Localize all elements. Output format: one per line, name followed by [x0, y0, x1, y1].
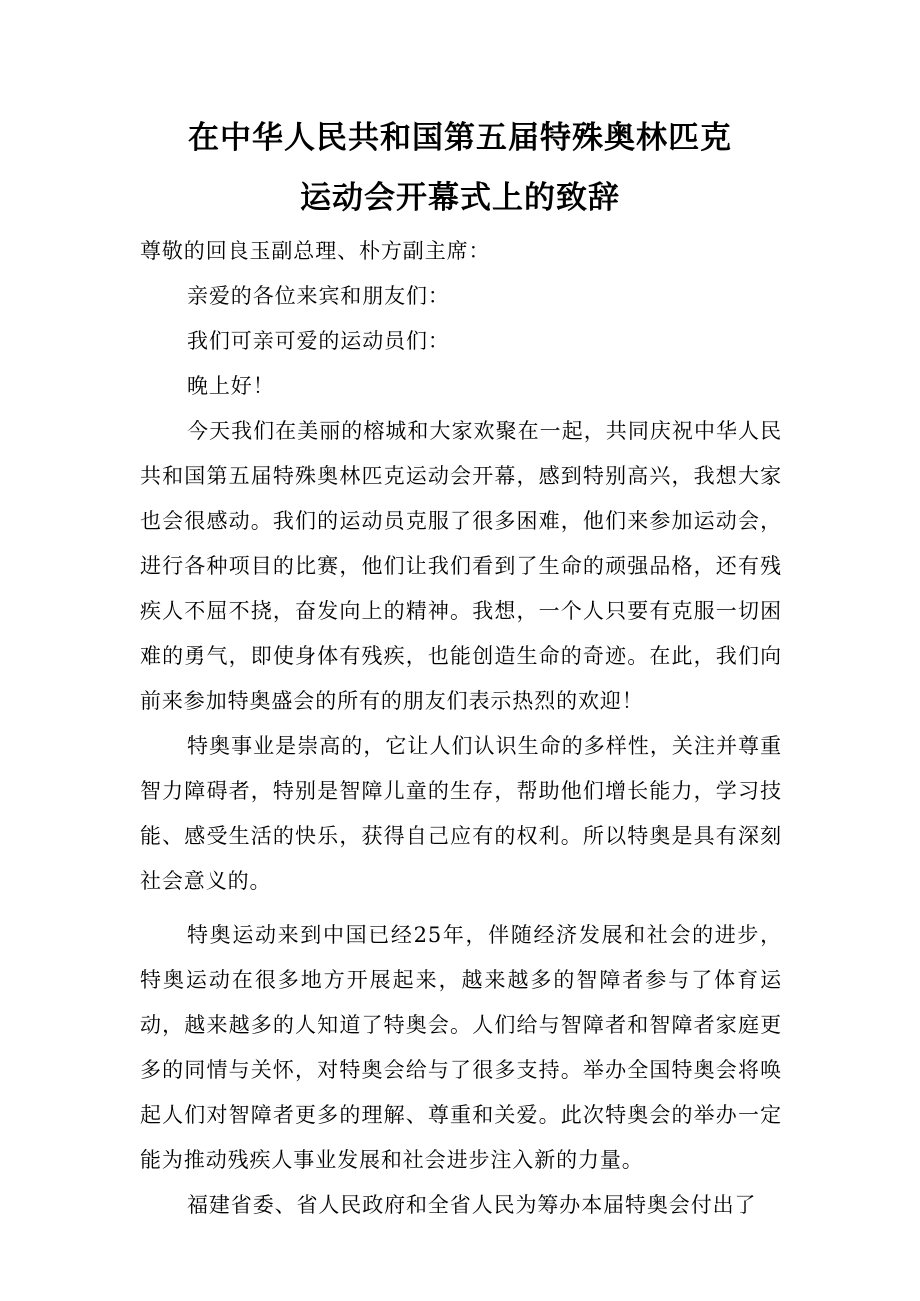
paragraph-welcome: 今天我们在美丽的榕城和大家欢聚在一起，共同庆祝中华人民共和国第五届特殊奥林匹克运动会开幕，感到特别高兴，我想大家也会很感动。我们的运动员克服了很多困难，他们来参加运动会，进行各种项目的比赛，他们让我们看到了生命的顽强品格，还有残疾人不屈不挠，奋发向上的精神。我想，一个人只要有克服一切困难的勇气，即使身体有残疾，也能创造生命的奇迹。在此，我们向前来参加特奥盛会的所有的朋友们表示热烈的欢迎！: [140, 419, 782, 713]
greeting-guests: 亲爱的各位来宾和朋友们：: [187, 284, 450, 308]
document-title-line-2: 运动会开幕式上的致辞: [300, 180, 620, 216]
greeting-athletes: 我们可亲可爱的运动员们：: [187, 329, 450, 353]
paragraph-special-olympics-in-china: 特奥运动来到中国已经25年，伴随经济发展和社会的进步，特奥运动在很多地方开展起来，越来越多的智障者参与了体育运动，越来越多的人知道了特奥会。人们给与智障者和智障者家庭更多的同情与关怀，对特奥会给与了很多支持。举办全国特奥会将唤起人们对智障者更多的理解、尊重和关爱。此次特奥会的举办一定能为推动残疾人事业发展和社会进步注入新的力量。: [140, 923, 782, 1172]
document-title-line-1: 在中华人民共和国第五届特殊奥林匹克: [188, 120, 732, 156]
salutation: 尊敬的回良玉副总理、朴方副主席：: [140, 239, 491, 263]
document-body: [140, 229, 782, 1228]
paragraph-special-olympics-mission: 特奥事业是崇高的，它让人们认识生命的多样性，关注并尊重智力障碍者，特别是智障儿童的生存，帮助他们增长能力，学习技能、感受生活的快乐，获得自己应有的权利。所以特奥是具有深刻社会意义的。: [140, 734, 782, 893]
paragraph-fujian-preparation: 福建省委、省人民政府和全省人民为筹办本届特奥会付出了: [187, 1193, 757, 1217]
greeting-evening: 晚上好！: [187, 374, 275, 398]
